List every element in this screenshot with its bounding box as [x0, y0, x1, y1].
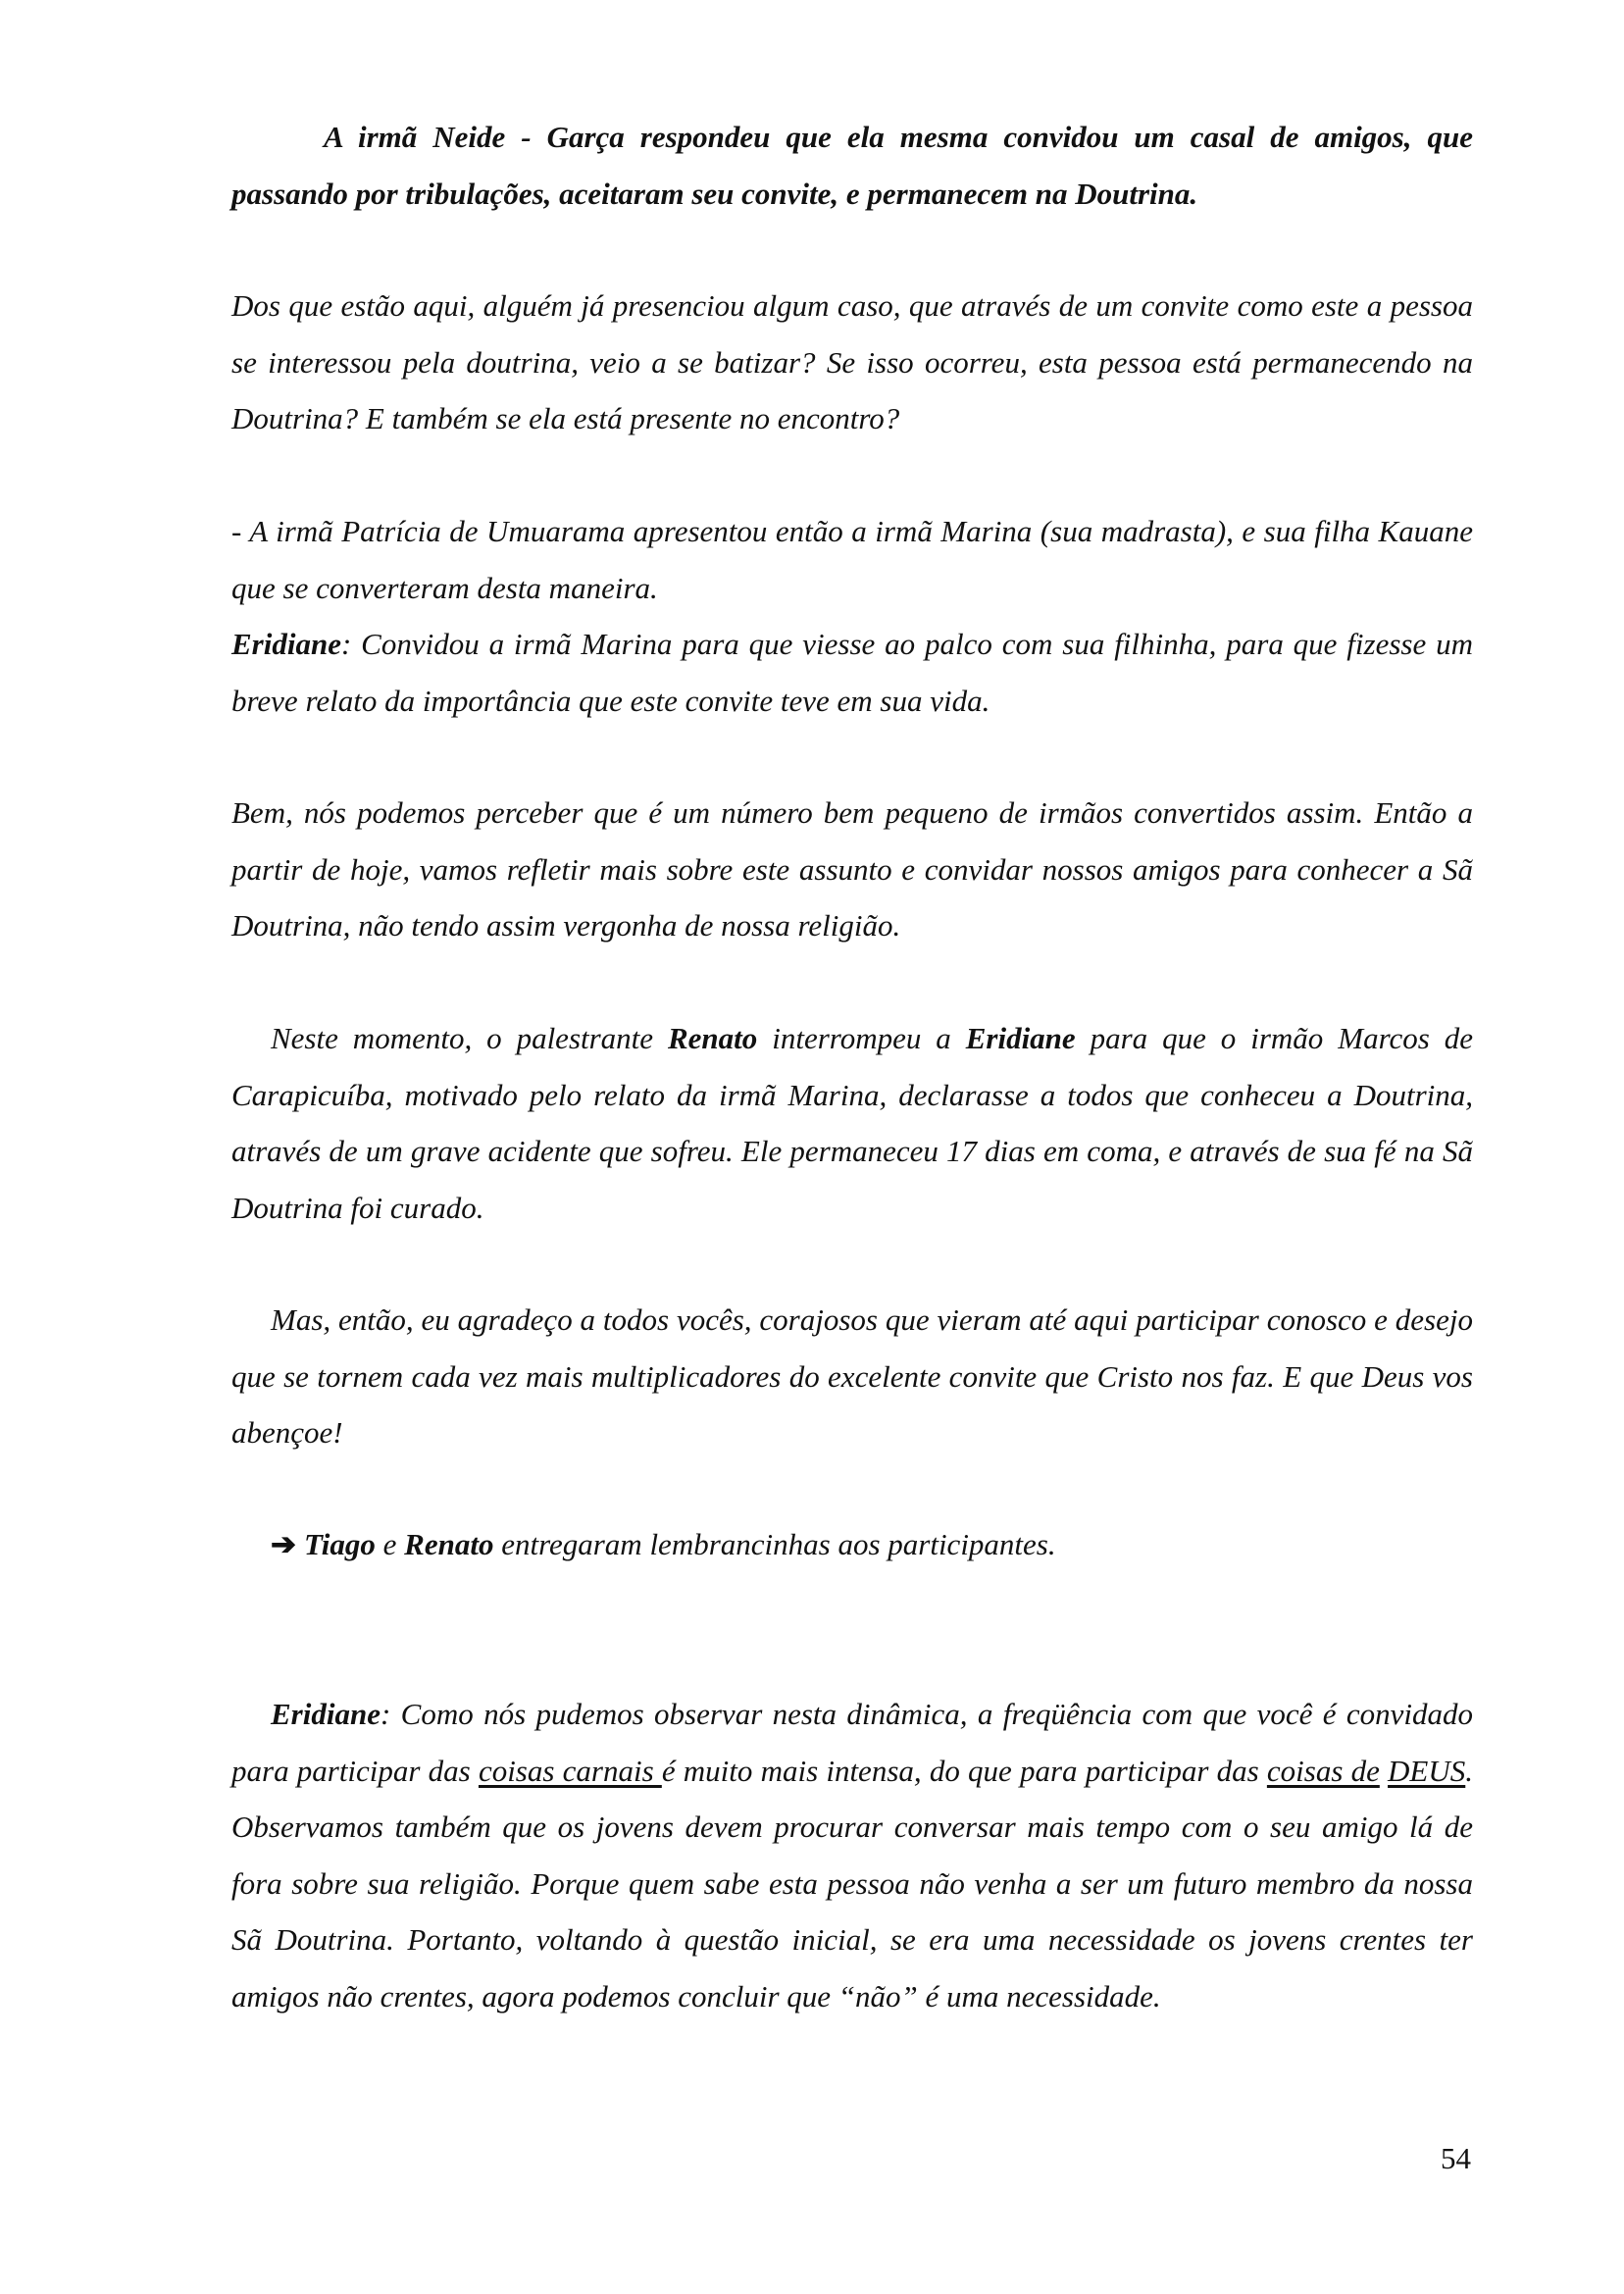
- paragraph-gifts: [231, 1516, 1473, 1573]
- paragraph-patricia-text: - A irmã Patrícia de Umuarama apresentou então a irmã Marina (sua madrasta), e sua filha Kauane que se converteram desta maneira.: [231, 514, 1473, 605]
- paragraph-thanks-text: Mas, então, eu agradeço a todos vocês, corajosos que vieram até aqui participar conosco e desejo que se tornem cada vez mais multiplicadores do excelente convite que Cristo nos faz. E que Deus vos abençoe!: [231, 1302, 1473, 1450]
- underlined-deus: DEUS: [1388, 1753, 1466, 1788]
- name-renato: Renato: [668, 1021, 758, 1055]
- text-segment: . Observamos também que os jovens devem procurar conversar mais tempo com o seu amigo lá de fora sobre sua religião. Porque quem sabe esta pessoa não venha a ser um futuro membro da nossa Sã Doutrina. Portanto, voltando à questão inicial, se era uma necessidade os jovens crentes ter amigos não crentes, agora podemos concluir que “não” é uma necessidade.: [231, 1753, 1474, 2014]
- speaker-name: Eridiane: [231, 627, 341, 661]
- name-tiago: Tiago: [303, 1527, 376, 1561]
- text-segment: entregaram lembrancinhas aos participantes.: [493, 1527, 1056, 1561]
- page-number: 54: [1441, 2141, 1471, 2175]
- paragraph-thanks: [231, 1292, 1473, 1461]
- text-segment: interrompeu a: [757, 1021, 966, 1055]
- underlined-coisas-carnais: coisas carnais: [478, 1753, 662, 1788]
- text-segment: Neste momento, o palestrante: [271, 1021, 668, 1055]
- paragraph-question-text: Dos que estão aqui, alguém já presenciou algum caso, que através de um convite como este a pessoa se interessou pela doutrina, veio a se batizar? Se isso ocorreu, esta pessoa está permanecendo na Doutrina? E também se ela está presente no encontro?: [231, 288, 1473, 435]
- text-segment: e: [375, 1527, 405, 1561]
- paragraph-neide: [231, 109, 1473, 222]
- underlined-coisas-de: coisas de: [1266, 1753, 1380, 1788]
- speaker-name: Eridiane: [271, 1697, 381, 1731]
- text-segment: para que o irmão Marcos de Carapicuíba, motivado pelo relato da irmã Marina, declarasse a todos que conheceu a Doutrina, através de um grave acidente que sofreu. Ele permaneceu 17 dias em coma, e através de sua fé na Sã Doutrina foi curado.: [231, 1021, 1473, 1225]
- paragraph-conclusion: [231, 1686, 1473, 2024]
- text-segment: é muito mais intensa, do que para participar das: [661, 1753, 1267, 1788]
- paragraph-patricia: [231, 503, 1473, 729]
- paragraph-question: [231, 278, 1473, 447]
- paragraph-reflection-text: Bem, nós podemos perceber que é um número bem pequeno de irmãos convertidos assim. Então a partir de hoje, vamos refletir mais sobre este assunto e convidar nossos amigos para conhecer a Sã Doutrina, não tendo assim vergonha de nossa religião.: [231, 795, 1473, 943]
- paragraph-neide-text: A irmã Neide - Garça respondeu que ela mesma convidou um casal de amigos, que passando por tribulações, aceitaram seu convite, e permanecem na Doutrina.: [231, 120, 1473, 211]
- paragraph-reflection: [231, 785, 1473, 954]
- name-eridiane: Eridiane: [965, 1021, 1076, 1055]
- paragraph-renato-interrupt: [231, 1010, 1473, 1236]
- text-segment: [1380, 1754, 1388, 1788]
- speaker-speech: : Convidou a irmã Marina para que viesse ao palco com sua filhinha, para que fizesse um breve relato da importância que este convite teve em sua vida.: [231, 627, 1473, 718]
- arrow-right-icon: ➔: [271, 1527, 296, 1561]
- name-renato: Renato: [404, 1527, 494, 1561]
- text-segment: : Como nós pudemos observar nesta dinâmica, a freqüência com que você é convidado para participar das: [231, 1697, 1473, 1788]
